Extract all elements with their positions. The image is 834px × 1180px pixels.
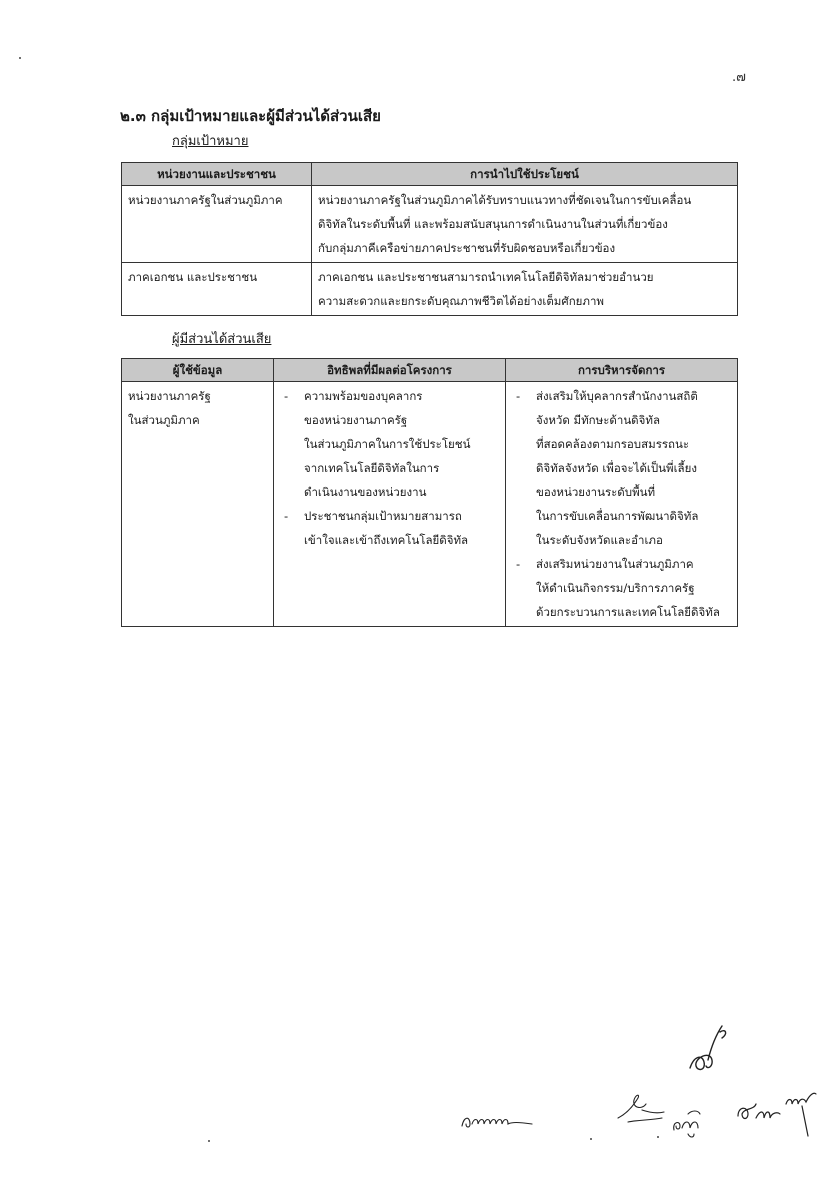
column-header-influence: อิทธิพลที่มีผลต่อโครงการ [274, 359, 506, 382]
signature-mark [668, 1106, 708, 1140]
influence-list [280, 384, 499, 552]
management-list [512, 384, 731, 624]
list-item: - ความพร้อมของบุคลากร ของหน่วยงานภาครัฐ ในส่วนภูมิภาคในการใช้ประโยชน์ จากเทคโนโลยีดิจิทัลในการ ดำเนินงานของหน่วยงาน [280, 384, 499, 504]
user-cell: หน่วยงานภาครัฐ ในส่วนภูมิภาค [122, 382, 274, 627]
benefit-cell: ภาคเอกชน และประชาชนสามารถนำเทคโนโลยีดิจิทัลมาช่วยอำนวย ความสะดวกและยกระดับคุณภาพชีวิตได้อย่างเต็มศักยภาพ [312, 263, 738, 316]
table-header-row [122, 359, 738, 382]
list-item: - ส่งเสริมหน่วยงานในส่วนภูมิภาค ให้ดำเนินกิจกรรม/บริการภาครัฐ ด้วยกระบวนการและเทคโนโลยีดิจิทัล [512, 552, 731, 624]
table-row [122, 186, 738, 263]
signature-mark [782, 1088, 820, 1140]
column-header-benefit: การนำไปใช้ประโยชน์ [312, 163, 738, 186]
table-header-row [122, 163, 738, 186]
stakeholders-table [121, 358, 738, 627]
table-row [122, 382, 738, 627]
table-row [122, 263, 738, 316]
target-group-table [121, 162, 738, 316]
signature-mark [734, 1098, 782, 1128]
column-header-user: ผู้ใช้ข้อมูล [122, 359, 274, 382]
signature-mark [612, 1088, 668, 1126]
scan-speck [19, 57, 21, 59]
unit-cell: หน่วยงานภาครัฐในส่วนภูมิภาค [122, 186, 312, 263]
unit-cell: ภาคเอกชน และประชาชน [122, 263, 312, 316]
target-group-subheading: กลุ่มเป้าหมาย [172, 134, 249, 149]
section-heading: ๒.๓ กลุ่มเป้าหมายและผู้มีส่วนได้ส่วนเสีย [120, 107, 381, 125]
signature-mark [682, 1020, 732, 1078]
column-header-unit: หน่วยงานและประชาชน [122, 163, 312, 186]
stakeholders-subheading: ผู้มีส่วนได้ส่วนเสีย [172, 332, 272, 347]
benefit-cell: หน่วยงานภาครัฐในส่วนภูมิภาคได้รับทราบแนวทางที่ชัดเจนในการขับเคลื่อน ดิจิทัลในระดับพื้นที่ และพร้อมสนับสนุนการดำเนินงานในส่วนที่เกี่ยวข้อง กับกลุ่มภาคีเครือข่ายภาคประชาชนที่รับผิดชอบหรือเกี่ยวข้อง [312, 186, 738, 263]
scan-speck [208, 1140, 210, 1142]
list-item: - ส่งเสริมให้บุคลากรสำนักงานสถิติ จังหวัด มีทักษะด้านดิจิทัล ที่สอดคล้องตามกรอบสมรรถนะ ดิจิทัลจังหวัด เพื่อจะได้เป็นพี่เลี้ยง ของหน่วยงานระดับพื้นที่ ในการขับเคลื่อนการพัฒนาดิจิทัล ในระดับจังหวัดและอำเภอ [512, 384, 731, 552]
scan-speck [590, 1138, 592, 1140]
column-header-management: การบริหารจัดการ [506, 359, 738, 382]
management-cell [506, 382, 738, 627]
influence-cell [274, 382, 506, 627]
signature-mark [458, 1108, 536, 1134]
scan-speck [657, 1136, 659, 1138]
list-item: - ประชาชนกลุ่มเป้าหมายสามารถ เข้าใจและเข้าถึงเทคโนโลยีดิจิทัล [280, 504, 499, 552]
page-number: .๗ [732, 70, 746, 85]
